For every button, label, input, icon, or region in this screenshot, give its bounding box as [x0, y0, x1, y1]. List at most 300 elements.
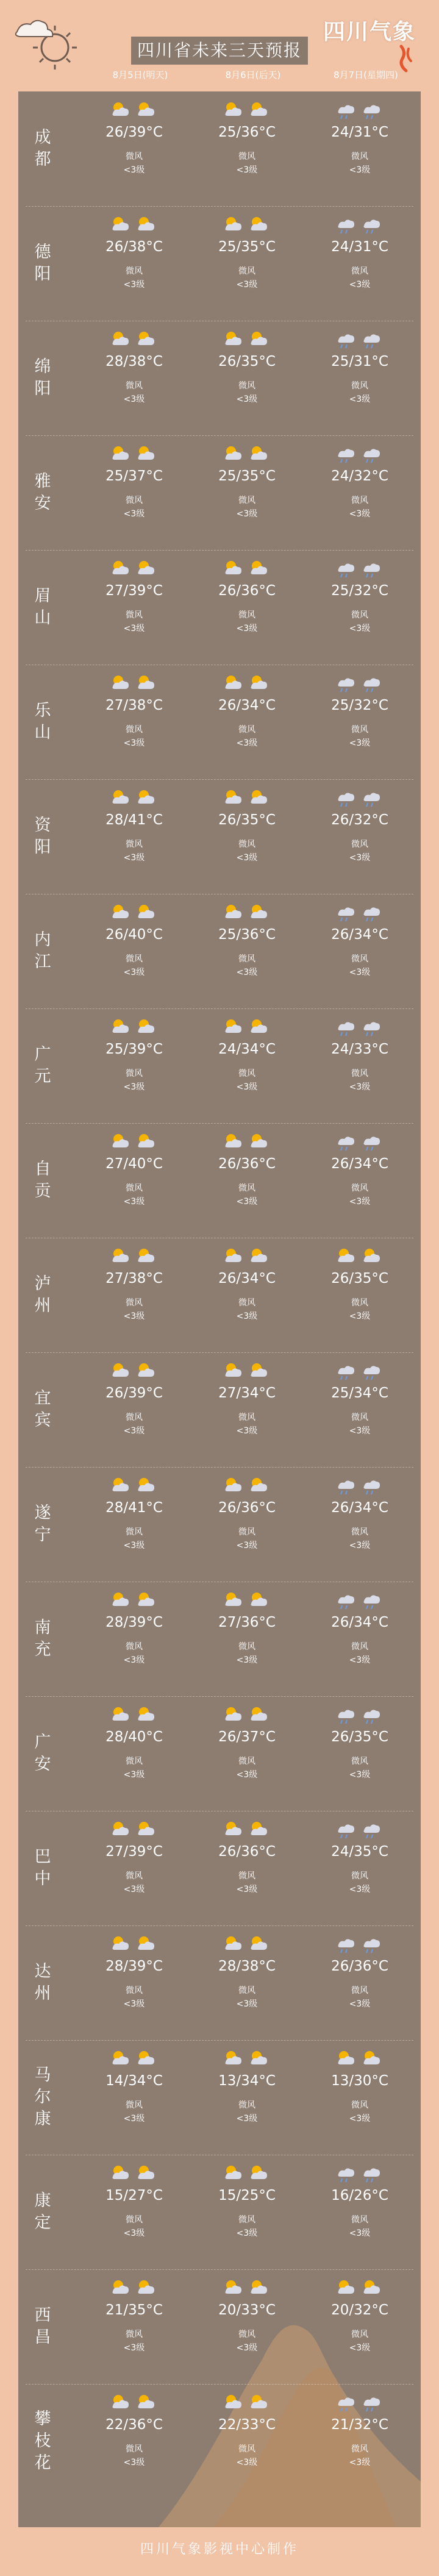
sun-cloud-icon	[222, 672, 272, 694]
temperature-range: 16/26°C	[331, 2188, 388, 2203]
sun-cloud-icon	[109, 1360, 159, 1382]
weather-icon	[109, 1474, 159, 1496]
forecast-row	[18, 1238, 421, 1352]
wind-text: 微风	[238, 152, 255, 162]
sun-cloud-icon	[109, 443, 159, 465]
day-forecast-cell	[192, 665, 302, 779]
forecast-row	[18, 550, 421, 665]
wind-level: <3级	[349, 1541, 371, 1550]
forecast-row	[18, 1467, 421, 1582]
wind-text: 微风	[351, 1298, 368, 1308]
day-forecast-cell	[79, 1696, 189, 1811]
wind-level: <3级	[123, 394, 145, 404]
temperature-range: 28/38°C	[218, 1958, 276, 1974]
temperature-range: 26/36°C	[218, 1500, 276, 1516]
wind-text: 微风	[238, 496, 255, 505]
day-forecast-cell	[192, 894, 302, 1008]
sun-cloud-icon	[222, 901, 272, 923]
wind-level: <3级	[349, 1082, 371, 1092]
day-forecast-cell	[192, 1582, 302, 1696]
wind-level: <3级	[236, 2228, 258, 2238]
wind-text: 微风	[238, 1757, 255, 1766]
weather-icon	[109, 1016, 159, 1038]
temperature-range: 27/36°C	[218, 1614, 276, 1630]
sun-cloud-icon	[222, 1130, 272, 1152]
sun-cloud-icon	[109, 1130, 159, 1152]
wind-level: <3级	[236, 1770, 258, 1780]
wind-level: <3级	[123, 2343, 145, 2353]
day-forecast-cell	[305, 1696, 415, 1811]
sun-cloud-icon	[222, 2047, 272, 2069]
day-forecast-cell	[305, 2040, 415, 2155]
wind-level: <3级	[236, 165, 258, 175]
rain-cloud-icon	[335, 213, 385, 235]
weather-icon	[109, 443, 159, 465]
city-name: 成 都	[34, 128, 51, 169]
weather-icon	[222, 2391, 272, 2413]
wind-level: <3级	[236, 394, 258, 404]
wind-text: 微风	[351, 1069, 368, 1079]
temperature-range: 26/36°C	[218, 583, 276, 599]
wind-level: <3级	[123, 2458, 145, 2467]
day-forecast-cell	[305, 779, 415, 894]
temperature-range: 24/32°C	[331, 468, 388, 484]
weather-icon	[109, 2277, 159, 2299]
day-forecast-cell	[305, 2155, 415, 2269]
day-forecast-cell	[79, 894, 189, 1008]
day-forecast-cell	[305, 321, 415, 435]
wind-level: <3级	[123, 1082, 145, 1092]
date-label: 8月6日(后天)	[225, 70, 281, 80]
forecast-row	[18, 2269, 421, 2384]
sun-cloud-icon	[109, 2162, 159, 2184]
rain-cloud-icon	[335, 1704, 385, 1725]
weather-icon	[222, 2162, 272, 2184]
day-forecast-cell	[305, 894, 415, 1008]
temperature-range: 20/33°C	[218, 2302, 276, 2318]
day-forecast-cell	[79, 1467, 189, 1582]
temperature-range: 24/31°C	[331, 239, 388, 255]
wind-text: 微风	[238, 1069, 255, 1079]
weather-icon	[109, 1245, 159, 1267]
sun-cloud-icon	[109, 2277, 159, 2299]
wind-level: <3级	[123, 509, 145, 519]
wind-level: <3级	[123, 1311, 145, 1321]
weather-icon	[222, 672, 272, 694]
wind-level: <3级	[349, 2228, 371, 2238]
wind-level: <3级	[123, 1197, 145, 1207]
weather-icon	[335, 1360, 385, 1382]
wind-level: <3级	[123, 1999, 145, 2009]
wind-level: <3级	[123, 1885, 145, 1894]
wind-level: <3级	[123, 738, 145, 748]
day-forecast-cell	[305, 1925, 415, 2040]
forecast-row	[18, 1811, 421, 1925]
day-forecast-cell	[305, 1238, 415, 1352]
temperature-range: 21/35°C	[105, 2302, 163, 2318]
wind-text: 微风	[351, 2215, 368, 2225]
temperature-range: 22/33°C	[218, 2417, 276, 2433]
day-forecast-cell	[305, 550, 415, 665]
weather-icon	[335, 787, 385, 808]
city-name: 巴 中	[34, 1847, 51, 1888]
temperature-range: 15/25°C	[218, 2188, 276, 2203]
temperature-range: 26/38°C	[105, 239, 163, 255]
brand-logo: 四川气象	[323, 20, 416, 45]
city-name: 马 尔 康	[34, 2066, 51, 2128]
sun-cloud-icon	[222, 1474, 272, 1496]
wind-level: <3级	[349, 1770, 371, 1780]
wind-text: 微风	[351, 381, 368, 391]
temperature-range: 26/35°C	[218, 354, 276, 369]
temperature-range: 26/34°C	[331, 1614, 388, 1630]
sun-cloud-icon	[109, 787, 159, 808]
sun-cloud-icon	[222, 1704, 272, 1725]
sun-cloud-icon	[109, 1245, 159, 1267]
day-forecast-cell	[79, 321, 189, 435]
sun-cloud-icon	[109, 1016, 159, 1038]
forecast-row	[18, 1123, 421, 1238]
temperature-range: 28/39°C	[105, 1958, 163, 1974]
wind-text: 微风	[351, 1413, 368, 1422]
wind-level: <3级	[349, 1197, 371, 1207]
day-forecast-cell	[79, 1123, 189, 1238]
temperature-range: 26/35°C	[218, 812, 276, 828]
wind-level: <3级	[349, 1999, 371, 2009]
temperature-range: 24/31°C	[331, 124, 388, 140]
day-forecast-cell	[192, 91, 302, 206]
weather-icon	[335, 1933, 385, 1955]
city-name: 德 阳	[34, 243, 51, 284]
wind-text: 微风	[126, 725, 143, 735]
day-forecast-cell	[305, 665, 415, 779]
wind-text: 微风	[351, 152, 368, 162]
wind-level: <3级	[349, 2343, 371, 2353]
temperature-range: 26/36°C	[218, 1844, 276, 1860]
day-forecast-cell	[79, 2384, 189, 2499]
weather-icon	[335, 443, 385, 465]
weather-icon	[335, 2277, 385, 2299]
day-forecast-cell	[79, 1352, 189, 1467]
wind-text: 微风	[351, 1986, 368, 1996]
city-name: 康 定	[34, 2191, 51, 2232]
wind-level: <3级	[123, 1655, 145, 1665]
day-forecast-cell	[192, 1352, 302, 1467]
wind-level: <3级	[123, 853, 145, 863]
wind-text: 微风	[126, 1757, 143, 1766]
wind-text: 微风	[351, 1527, 368, 1537]
rain-cloud-icon	[335, 1016, 385, 1038]
wind-text: 微风	[351, 1642, 368, 1652]
wind-text: 微风	[351, 266, 368, 276]
forecast-row	[18, 1352, 421, 1467]
temperature-range: 28/39°C	[105, 1614, 163, 1630]
day-forecast-cell	[305, 1811, 415, 1925]
weather-icon	[335, 328, 385, 350]
temperature-range: 27/39°C	[105, 583, 163, 599]
city-name: 遂 宁	[34, 1504, 51, 1544]
day-forecast-cell	[192, 1008, 302, 1123]
weather-icon	[109, 1933, 159, 1955]
forecast-row	[18, 1582, 421, 1696]
weather-icon	[222, 443, 272, 465]
sun-cloud-icon	[109, 557, 159, 579]
sun-cloud-icon	[109, 1589, 159, 1611]
wind-text: 微风	[238, 1642, 255, 1652]
rain-cloud-icon	[335, 1589, 385, 1611]
wind-text: 微风	[238, 1527, 255, 1537]
forecast-row	[18, 1925, 421, 2040]
wind-text: 微风	[238, 1871, 255, 1881]
day-forecast-cell	[192, 1467, 302, 1582]
city-name: 南 充	[34, 1618, 51, 1659]
weather-icon	[335, 2047, 385, 2069]
forecast-row	[18, 2155, 421, 2269]
day-forecast-cell	[79, 1925, 189, 2040]
temperature-range: 25/35°C	[218, 468, 276, 484]
day-forecast-cell	[305, 2384, 415, 2499]
sun-cloud-icon	[109, 328, 159, 350]
temperature-range: 26/34°C	[331, 1156, 388, 1172]
sun-cloud-icon	[222, 99, 272, 121]
weather-icon	[222, 328, 272, 350]
forecast-row	[18, 91, 421, 206]
wind-level: <3级	[349, 853, 371, 863]
temperature-range: 25/34°C	[331, 1385, 388, 1401]
weather-icon	[109, 328, 159, 350]
wind-text: 微风	[238, 2444, 255, 2454]
wind-text: 微风	[238, 1413, 255, 1422]
day-forecast-cell	[192, 1123, 302, 1238]
weather-icon	[335, 2391, 385, 2413]
wind-level: <3级	[123, 968, 145, 977]
wind-level: <3级	[349, 509, 371, 519]
wind-level: <3级	[236, 2343, 258, 2353]
wind-text: 微风	[126, 1413, 143, 1422]
day-forecast-cell	[305, 2269, 415, 2384]
weather-icon	[222, 213, 272, 235]
forecast-row	[18, 206, 421, 321]
wind-level: <3级	[236, 738, 258, 748]
rain-cloud-icon	[335, 2391, 385, 2413]
day-forecast-cell	[79, 2040, 189, 2155]
weather-icon	[109, 2162, 159, 2184]
sun-cloud-icon	[109, 901, 159, 923]
day-forecast-cell	[192, 1696, 302, 1811]
day-forecast-cell	[192, 550, 302, 665]
city-name: 广 安	[34, 1733, 51, 1774]
temperature-range: 28/40°C	[105, 1729, 163, 1745]
forecast-row	[18, 435, 421, 550]
day-forecast-cell	[192, 2384, 302, 2499]
rain-cloud-icon	[335, 557, 385, 579]
wind-text: 微风	[126, 1298, 143, 1308]
footer-credit: 四川气象影视中心制作	[140, 2542, 299, 2557]
day-forecast-cell	[79, 779, 189, 894]
temperature-range: 27/38°C	[105, 1271, 163, 1286]
wind-level: <3级	[123, 1541, 145, 1550]
wind-text: 微风	[126, 610, 143, 620]
wind-level: <3级	[236, 509, 258, 519]
wind-level: <3级	[349, 280, 371, 290]
wind-level: <3级	[236, 853, 258, 863]
wind-text: 微风	[126, 266, 143, 276]
city-name: 攀 枝 花	[34, 2410, 51, 2472]
wind-level: <3级	[349, 1426, 371, 1436]
day-forecast-cell	[192, 435, 302, 550]
weather-icon	[109, 1818, 159, 1840]
rain-cloud-icon	[335, 1130, 385, 1152]
weather-icon	[109, 213, 159, 235]
wind-text: 微风	[238, 610, 255, 620]
day-forecast-cell	[305, 91, 415, 206]
wind-level: <3级	[236, 2458, 258, 2467]
wind-level: <3级	[349, 738, 371, 748]
wind-text: 微风	[238, 840, 255, 849]
wind-level: <3级	[123, 280, 145, 290]
wind-level: <3级	[236, 968, 258, 977]
weather-icon	[109, 2391, 159, 2413]
wind-text: 微风	[351, 2444, 368, 2454]
temperature-range: 26/34°C	[218, 1271, 276, 1286]
wind-text: 微风	[126, 2444, 143, 2454]
wind-text: 微风	[351, 1871, 368, 1881]
wind-text: 微风	[238, 2100, 255, 2110]
sun-cloud-icon	[109, 1818, 159, 1840]
day-forecast-cell	[305, 206, 415, 321]
weather-icon	[109, 1360, 159, 1382]
day-forecast-cell	[192, 321, 302, 435]
sun-cloud-icon	[222, 2162, 272, 2184]
wind-text: 微风	[351, 1183, 368, 1193]
wind-text: 微风	[126, 381, 143, 391]
weather-icon	[222, 1360, 272, 1382]
rain-cloud-icon	[335, 901, 385, 923]
wind-level: <3级	[349, 1655, 371, 1665]
temperature-range: 26/36°C	[331, 1958, 388, 1974]
wind-text: 微风	[126, 1642, 143, 1652]
temperature-range: 25/32°C	[331, 583, 388, 599]
wind-text: 微风	[351, 2330, 368, 2339]
sun-cloud-icon	[109, 1704, 159, 1725]
city-name: 资 阳	[34, 816, 51, 857]
weather-icon	[335, 2162, 385, 2184]
temperature-range: 26/36°C	[218, 1156, 276, 1172]
weather-icon	[222, 1704, 272, 1725]
temperature-range: 24/33°C	[331, 1041, 388, 1057]
weather-icon	[222, 2047, 272, 2069]
temperature-range: 14/34°C	[105, 2073, 163, 2089]
day-forecast-cell	[79, 1582, 189, 1696]
rain-cloud-icon	[335, 2162, 385, 2184]
rain-cloud-icon	[335, 99, 385, 121]
weather-icon	[222, 1933, 272, 1955]
weather-icon	[109, 99, 159, 121]
sun-cloud-decoration-icon	[11, 12, 84, 73]
wind-level: <3级	[236, 1999, 258, 2009]
sun-cloud-icon	[109, 1933, 159, 1955]
wind-level: <3级	[349, 2458, 371, 2467]
day-forecast-cell	[192, 2269, 302, 2384]
weather-icon	[222, 2277, 272, 2299]
wind-level: <3级	[349, 1885, 371, 1894]
city-name: 雅 安	[34, 472, 51, 513]
day-forecast-cell	[305, 1008, 415, 1123]
sun-cloud-icon	[222, 787, 272, 808]
day-forecast-cell	[79, 1238, 189, 1352]
wind-text: 微风	[238, 725, 255, 735]
city-name: 广 元	[34, 1045, 51, 1086]
wind-level: <3级	[349, 394, 371, 404]
day-forecast-cell	[79, 2155, 189, 2269]
wind-text: 微风	[126, 1986, 143, 1996]
weather-icon	[335, 1704, 385, 1725]
temperature-range: 22/36°C	[105, 2417, 163, 2433]
wind-level: <3级	[349, 968, 371, 977]
wind-level: <3级	[123, 1426, 145, 1436]
temperature-range: 25/36°C	[218, 124, 276, 140]
rain-cloud-icon	[335, 1360, 385, 1382]
temperature-range: 25/37°C	[105, 468, 163, 484]
wind-text: 微风	[126, 840, 143, 849]
wind-level: <3级	[123, 2114, 145, 2124]
city-name: 自 贡	[34, 1160, 51, 1201]
day-forecast-cell	[305, 1582, 415, 1696]
day-forecast-cell	[192, 2155, 302, 2269]
wind-text: 微风	[126, 2100, 143, 2110]
weather-icon	[222, 99, 272, 121]
sun-cloud-icon	[222, 213, 272, 235]
sun-cloud-icon	[222, 2391, 272, 2413]
day-forecast-cell	[192, 779, 302, 894]
wind-text: 微风	[126, 1183, 143, 1193]
wind-level: <3级	[123, 1770, 145, 1780]
temperature-range: 24/35°C	[331, 1844, 388, 1860]
wind-level: <3级	[349, 165, 371, 175]
weather-icon	[335, 99, 385, 121]
forecast-row	[18, 665, 421, 779]
weather-icon	[222, 1474, 272, 1496]
temperature-range: 13/30°C	[331, 2073, 388, 2089]
weather-icon	[109, 1704, 159, 1725]
weather-icon	[335, 672, 385, 694]
weather-icon	[335, 557, 385, 579]
wind-level: <3级	[123, 165, 145, 175]
wind-text: 微风	[126, 152, 143, 162]
weather-icon	[109, 557, 159, 579]
city-name: 乐 山	[34, 701, 51, 742]
wind-level: <3级	[236, 2114, 258, 2124]
wind-text: 微风	[238, 381, 255, 391]
wind-text: 微风	[126, 1871, 143, 1881]
temperature-range: 26/40°C	[105, 927, 163, 943]
temperature-range: 28/38°C	[105, 354, 163, 369]
weather-icon	[222, 787, 272, 808]
temperature-range: 27/38°C	[105, 698, 163, 713]
forecast-row	[18, 779, 421, 894]
sun-cloud-icon	[222, 1360, 272, 1382]
temperature-range: 26/35°C	[331, 1271, 388, 1286]
weather-icon	[335, 1016, 385, 1038]
wind-text: 微风	[238, 1986, 255, 1996]
city-name: 眉 山	[34, 587, 51, 627]
day-forecast-cell	[79, 91, 189, 206]
rain-cloud-icon	[335, 672, 385, 694]
sun-cloud-icon	[109, 99, 159, 121]
weather-icon	[109, 2047, 159, 2069]
weather-icon	[335, 1245, 385, 1267]
temperature-range: 27/34°C	[218, 1385, 276, 1401]
